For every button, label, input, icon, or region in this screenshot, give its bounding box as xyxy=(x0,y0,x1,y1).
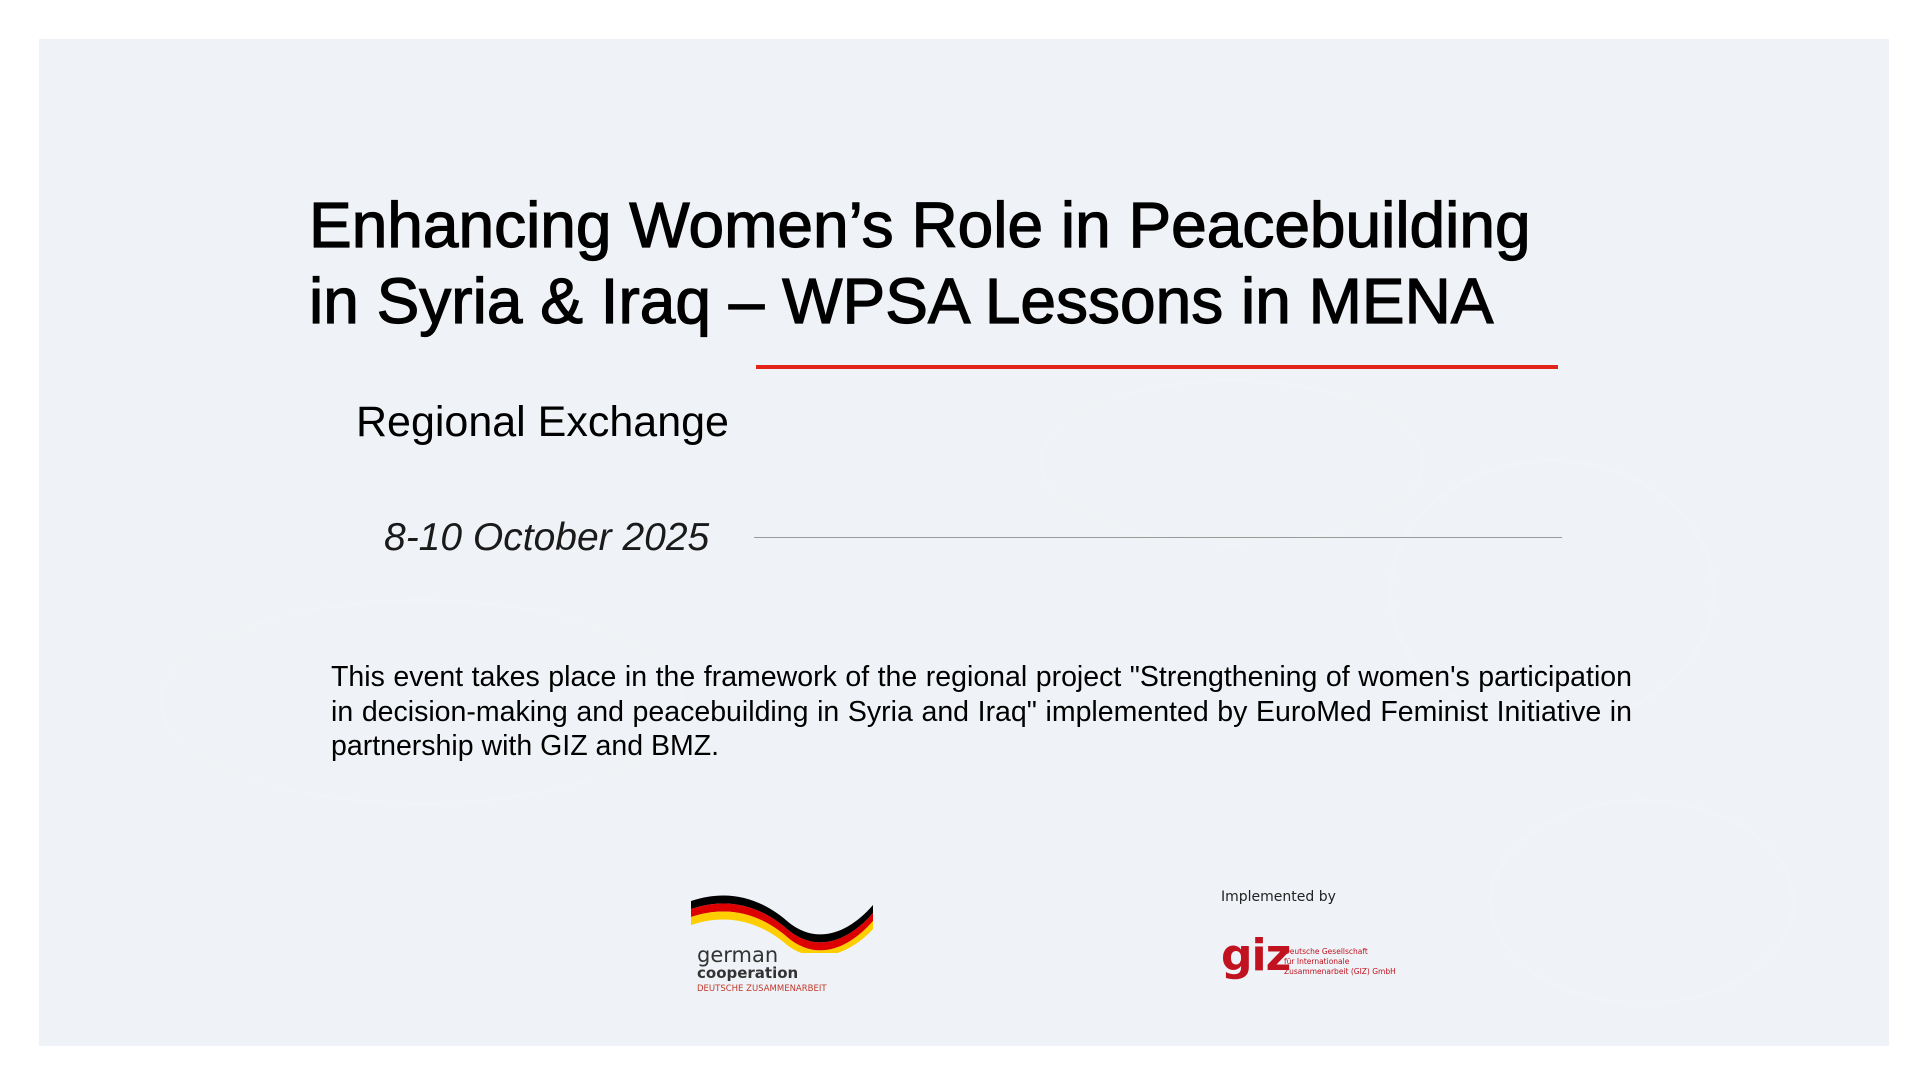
german-cooperation-logo xyxy=(687,891,887,1001)
giz-logo xyxy=(1221,930,1421,999)
german-cooperation-line3: DEUTSCHE ZUSAMMENARBEIT xyxy=(697,984,827,994)
giz-full-name-line: Zusammenarbeit (GIZ) GmbH xyxy=(1284,967,1396,976)
giz-full-name-line: für Internationale xyxy=(1284,957,1350,966)
giz-full-name-line: Deutsche Gesellschaft xyxy=(1284,947,1368,956)
event-date: 8-10 October 2025 xyxy=(384,516,710,559)
background-swirl xyxy=(1489,799,1795,1005)
slide xyxy=(39,39,1889,1046)
date-divider xyxy=(754,537,1562,538)
giz-wordmark: giz xyxy=(1221,930,1291,981)
german-cooperation-line1: german xyxy=(697,943,779,967)
german-cooperation-line2: cooperation xyxy=(697,964,799,982)
slide-subtitle: Regional Exchange xyxy=(356,398,729,446)
implemented-by-label: Implemented by xyxy=(1221,889,1336,905)
title-underline xyxy=(756,365,1558,369)
slide-title-line: Enhancing Women’s Role in Peacebuilding xyxy=(309,189,1531,261)
background-swirl xyxy=(1039,379,1425,545)
slide-title-line: in Syria & Iraq – WPSA Lessons in MENA xyxy=(309,265,1494,337)
giz-full-name xyxy=(1284,947,1396,977)
event-description: This event takes place in the framework of the regional project "Strengthening of women's participation in decision-making and peacebuilding in Syria and Iraq" implemented by EuroMed Feminist Initiative in partnership with GIZ and BMZ. xyxy=(331,661,1632,762)
slide-title xyxy=(309,187,1659,339)
